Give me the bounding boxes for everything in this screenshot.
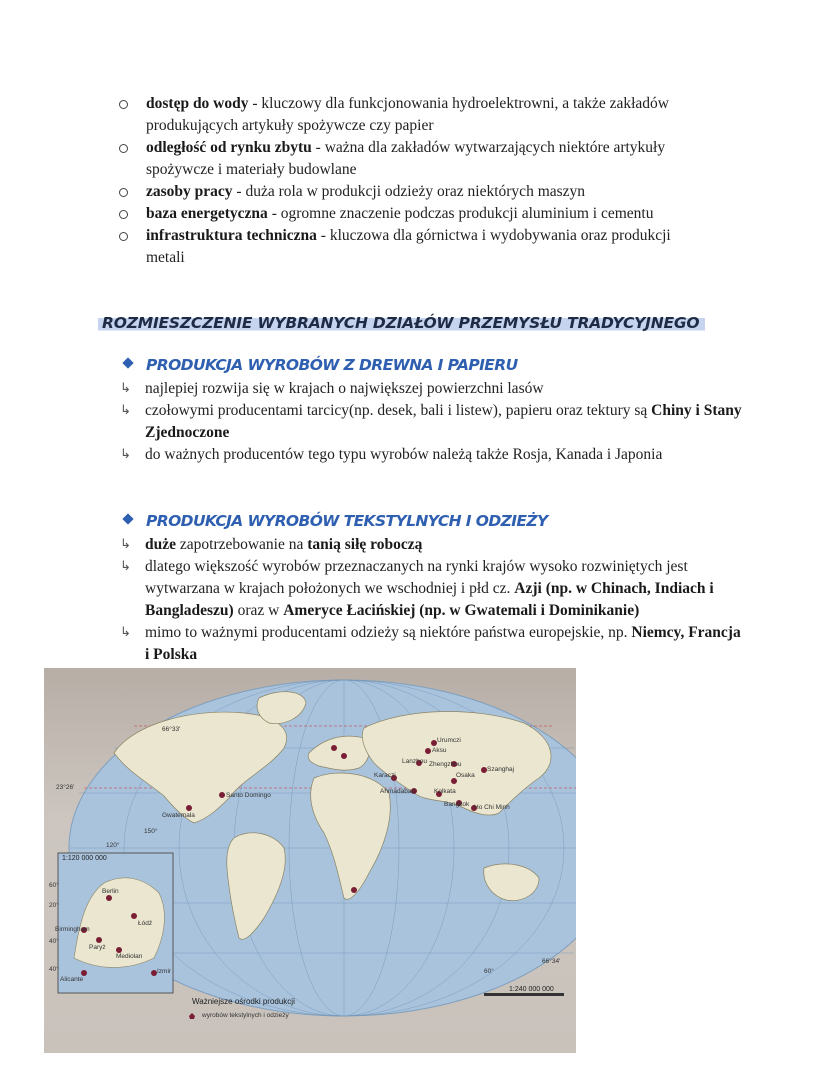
marker-aksu [425,748,431,754]
factor-term: infrastruktura techniczna [146,227,317,244]
city-label: Alicante [60,976,84,983]
item-text: oraz w [233,602,284,619]
wood-paper-section [118,354,748,466]
city-label: Lanzhou [402,758,427,765]
subheading-text: PRODUKCJA WYROBÓW TEKSTYLNYCH I ODZIEŻY [146,512,548,530]
legend-title: Ważniejsze ośrodki produkcji [192,997,295,1006]
list-item [118,400,748,444]
return-arrow-icon: ↳ [120,403,131,418]
item-text: dlatego większość wyrobów przeznaczanych na rynki krajów wysoko rozwiniętych jest wytwarzana w krajach położonych we wschodniej i płd cz. [145,558,688,597]
factor-term: baza energetyczna [146,205,268,222]
city-label: Ho Chi Minh [474,804,510,811]
marker-europe [331,745,337,751]
city-label: Łódź [138,920,153,927]
city-label: Szanghaj [487,766,515,773]
city-label: Kolkata [434,788,456,795]
textile-heading [118,510,748,532]
textile-centers-map [44,668,576,1053]
world-map-graphic [44,668,576,1053]
city-label: Karaczi [374,772,396,779]
factor-description: - kluczowy dla funkcjonowania hydroelektrowni, a także zakładów produkujących artykuły spożywcze czy papier [146,95,669,134]
factor-term: odległość od rynku zbytu [146,139,312,156]
section-title [98,312,738,334]
subheading-text: PRODUKCJA WYROBÓW Z DREWNA I PAPIERU [146,356,518,374]
graticule-label: 66°34' [542,958,561,965]
graticule-label: 150° [144,828,158,835]
section-title-text: ROZMIESZCZENIE WYBRANYCH DZIAŁÓW PRZEMYSŁU TRADYCYJNEGO [98,312,705,332]
factor-description: - kluczowa dla górnictwa i wydobywania oraz produkcji metali [146,227,671,266]
item-bold-text: Ameryce Łacińskiej (np. w Gwatemali i Dominikanie) [283,602,640,619]
graticule-label: 20° [49,902,59,909]
return-arrow-icon: ↳ [120,447,131,462]
legend-marker-icon [189,1013,195,1019]
graticule-label: 40° [49,966,59,973]
circle-bullet-icon [119,210,128,219]
graticule-label: 60° [49,882,59,889]
factor-description: - ważna dla zakładów wytwarzających niektóre artykuły spożywcze i materiały budowlane [146,139,666,178]
wood-paper-list [118,378,748,466]
circle-bullet-icon [119,100,128,109]
city-label: Santo Domingo [226,792,271,799]
legend-item-label: wyrobów tekstylnych i odzieży [202,1012,289,1019]
return-arrow-icon: ↳ [120,537,131,552]
list-item [118,556,748,622]
list-item [118,444,748,466]
list-item [112,203,712,225]
factor-term: dostęp do wody [146,95,249,112]
item-bold-text: Chiny i Stany Zjednoczone [145,402,742,441]
return-arrow-icon: ↳ [120,381,131,396]
list-item [112,93,712,137]
circle-bullet-icon [119,188,128,197]
return-arrow-icon: ↳ [120,559,131,574]
city-label: Mediolan [116,953,143,960]
item-text: do ważnych producentów tego typu wyrobów należą także Rosja, Kanada i Japonia [145,446,663,463]
graticule-label: 120° [106,842,120,849]
item-text: najlepiej rozwija się w krajach o największej powierzchni lasów [145,380,544,397]
city-label: Izmir [157,968,172,975]
city-label: Birmingham [55,926,90,933]
city-label: Zhengzhou [429,761,462,768]
item-bold-text: Niemcy, Francja i Polska [145,624,741,663]
marker-europe [341,753,347,759]
item-text: czołowymi producentami tarcicy(np. desek, bali i listew), papieru oraz tektury są [145,402,652,419]
item-bold-text: duże [145,536,176,553]
city-label: Bangkok [444,801,470,808]
item-bold-text: Azji (np. w Chinach, Indiach i Bangladeszu) [145,580,714,619]
graticule-label: 66°33' [162,726,181,733]
diamond-bullet-icon [122,513,133,524]
list-item [112,181,712,203]
item-text: zapotrzebowanie na [176,536,308,553]
list-item [118,534,748,556]
list-item [112,225,712,269]
city-label: Gwatemala [162,812,195,819]
textile-list [118,534,748,666]
wood-paper-heading [118,354,748,376]
factor-description: - duża rola w produkcji odzieży oraz niektórych maszyn [232,183,586,200]
city-label: Berlin [102,888,119,895]
circle-bullet-icon [119,144,128,153]
marker-gwatemala [186,805,192,811]
item-text: mimo to ważnymi producentami odzieży są niektóre państwa europejskie, np. [145,624,632,641]
inset-scale-label: 1:120 000 000 [62,855,107,862]
graticule-label: 60° [484,968,494,975]
city-label: Aksu [432,747,447,754]
city-label: Paryż [89,944,106,951]
city-label: Urumczi [437,737,461,744]
marker-africa [351,887,357,893]
city-label: Ahmadabad [380,788,416,795]
marker-lodz [131,913,137,919]
list-item [118,622,748,666]
graticule-label: 23°26' [56,784,75,791]
factor-description: - ogromne znaczenie podczas produkcji aluminium i cementu [267,205,654,222]
circle-bullet-icon [119,232,128,241]
diamond-bullet-icon [122,357,133,368]
city-label: Osaka [456,772,475,779]
list-item [118,378,748,400]
location-factors-list [112,93,712,269]
marker-santo-domingo [219,792,225,798]
factor-term: zasoby pracy [146,183,233,200]
return-arrow-icon: ↳ [120,625,131,640]
main-scale-label: 1:240 000 000 [509,986,554,993]
list-item [112,137,712,181]
textile-section [118,510,748,666]
marker-paryz [96,937,102,943]
item-bold-text: tanią siłę roboczą [307,536,423,553]
graticule-label: 40° [49,938,59,945]
